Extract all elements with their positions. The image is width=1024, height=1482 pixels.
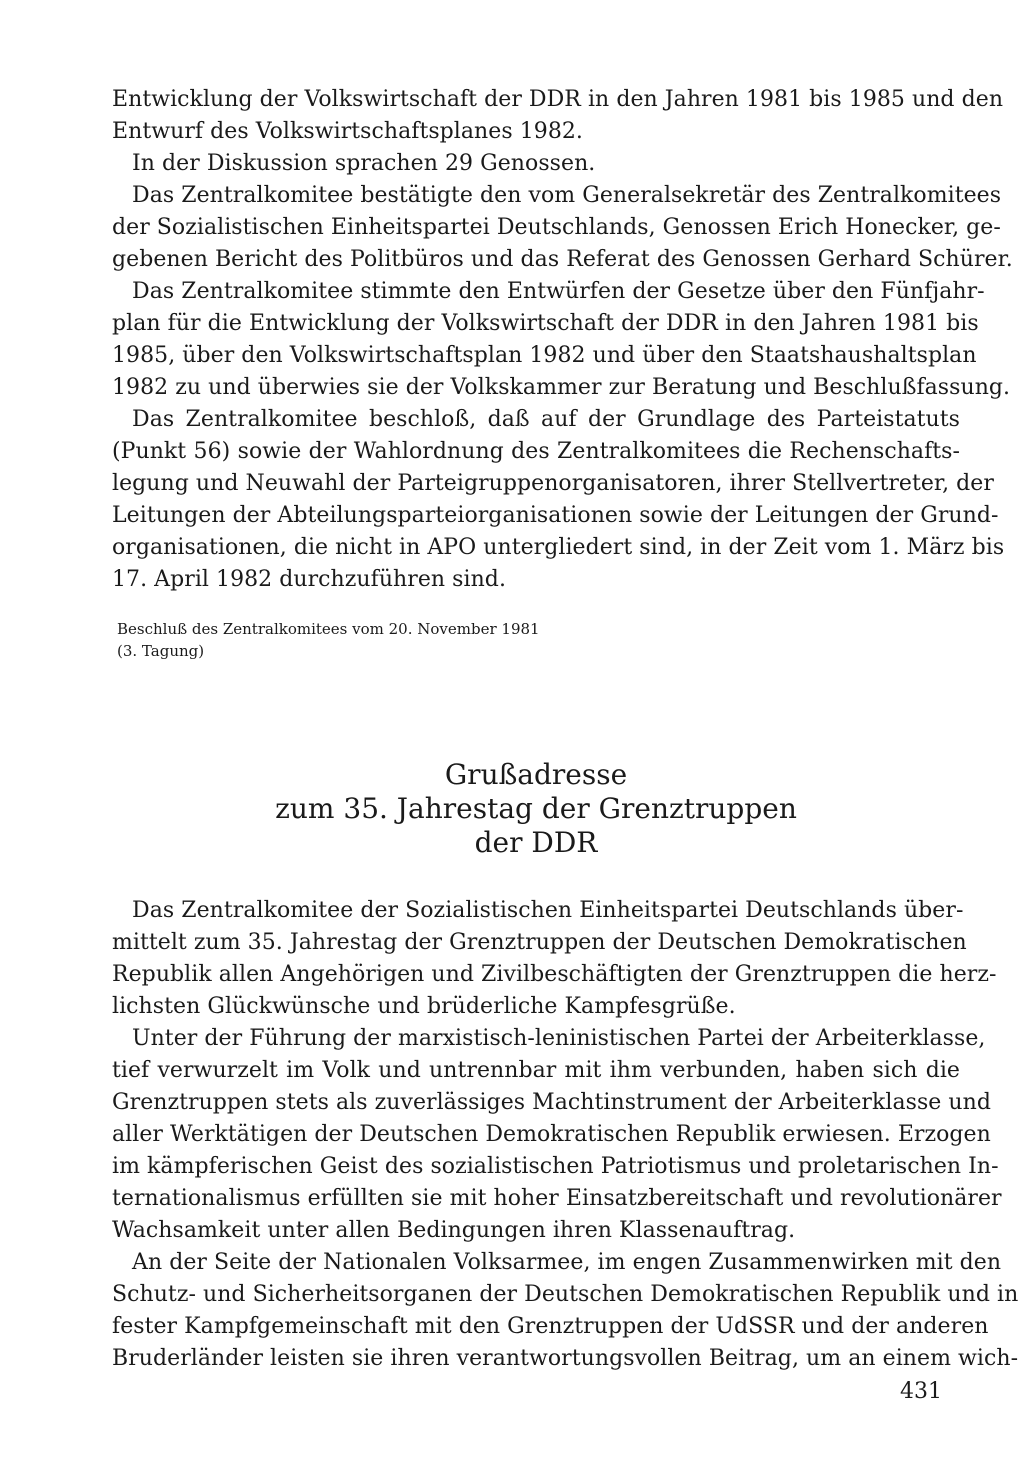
text-line: Schutz- und Sicherheitsorganen der Deutschen Demokratischen Republik und in bbox=[112, 1282, 1019, 1307]
text-line: 1982 zu und überwies sie der Volkskammer zur Beratung und Beschlußfassung. bbox=[112, 375, 1011, 400]
resolution-text bbox=[112, 84, 1013, 596]
section-heading bbox=[112, 758, 960, 860]
source-note bbox=[117, 618, 617, 662]
heading-line: der DDR bbox=[474, 826, 598, 859]
text-line: Wachsamkeit unter allen Bedingungen ihren Klassenauftrag. bbox=[112, 1218, 796, 1243]
text-line: plan für die Entwicklung der Volkswirtschaft der DDR in den Jahren 1981 bis bbox=[112, 311, 979, 336]
source-note-session: (3. Tagung) bbox=[117, 642, 205, 660]
text-line: ternationalismus erfüllten sie mit hoher Einsatzbereitschaft und revolutionärer bbox=[112, 1186, 1002, 1211]
text-line: In der Diskussion sprachen 29 Genossen. bbox=[132, 151, 596, 176]
text-line: Bruderländer leisten sie ihren verantwortungsvollen Beitrag, um an einem wich- bbox=[112, 1346, 1019, 1371]
source-note-date: Beschluß des Zentralkomitees vom 20. November 1981 bbox=[117, 620, 540, 638]
text-line: gebenen Bericht des Politbüros und das Referat des Genossen Gerhard Schürer. bbox=[112, 247, 1013, 272]
text-line: (Punkt 56) sowie der Wahlordnung des Zentralkomitees die Rechenschafts- bbox=[112, 439, 960, 464]
text-line: 17. April 1982 durchzuführen sind. bbox=[112, 567, 506, 592]
text-line: Leitungen der Abteilungsparteiorganisationen sowie der Leitungen der Grund- bbox=[112, 503, 999, 528]
text-line: Das Zentralkomitee bestätigte den vom Generalsekretär des Zentralkomitees bbox=[132, 183, 1002, 208]
text-line: 1985, über den Volkswirtschaftsplan 1982 und über den Staatshaushaltsplan bbox=[112, 343, 977, 368]
text-line: Grenztruppen stets als zuverlässiges Machtinstrument der Arbeiterklasse und bbox=[112, 1090, 991, 1115]
text-line: fester Kampfgemeinschaft mit den Grenztruppen der UdSSR und der anderen bbox=[112, 1314, 989, 1339]
heading-line: Grußadresse bbox=[444, 758, 628, 791]
text-line: Das Zentralkomitee der Sozialistischen Einheitspartei Deutschlands über- bbox=[132, 898, 964, 923]
text-line: Unter der Führung der marxistisch-leninistischen Partei der Arbeiterklasse, bbox=[132, 1026, 986, 1051]
text-line: legung und Neuwahl der Parteigruppenorganisatoren, ihrer Stellvertreter, der bbox=[112, 471, 994, 496]
text-line: mittelt zum 35. Jahrestag der Grenztruppen der Deutschen Demokratischen bbox=[112, 930, 967, 955]
text-line: organisationen, die nicht in APO untergliedert sind, in der Zeit vom 1. März bis bbox=[112, 535, 1005, 560]
text-line: Entwurf des Volkswirtschaftsplanes 1982. bbox=[112, 119, 583, 144]
text-line: An der Seite der Nationalen Volksarmee, im engen Zusammenwirken mit den bbox=[132, 1250, 1002, 1275]
greeting-text bbox=[112, 895, 1019, 1375]
text-line: im kämpferischen Geist des sozialistischen Patriotismus und proletarischen In- bbox=[112, 1154, 999, 1179]
page-number: 431 bbox=[900, 1379, 942, 1404]
text-line: lichsten Glückwünsche und brüderliche Kampfesgrüße. bbox=[112, 994, 736, 1019]
text-line: aller Werktätigen der Deutschen Demokratischen Republik erwiesen. Erzogen bbox=[112, 1122, 991, 1147]
text-line: Republik allen Angehörigen und Zivilbeschäftigten der Grenztruppen die herz- bbox=[112, 962, 997, 987]
text-line: tief verwurzelt im Volk und untrennbar mit ihm verbunden, haben sich die bbox=[112, 1058, 960, 1083]
text-line: Das Zentralkomitee stimmte den Entwürfen der Gesetze über den Fünfjahr- bbox=[132, 279, 985, 304]
text-line: Entwicklung der Volkswirtschaft der DDR in den Jahren 1981 bis 1985 und den bbox=[112, 87, 1004, 112]
text-line: Das Zentralkomitee beschloß, daß auf der Grundlage des Parteistatuts bbox=[132, 407, 960, 432]
heading-line: zum 35. Jahrestag der Grenztruppen bbox=[275, 792, 797, 825]
text-line: der Sozialistischen Einheitspartei Deutschlands, Genossen Erich Honecker, ge- bbox=[112, 215, 1001, 240]
